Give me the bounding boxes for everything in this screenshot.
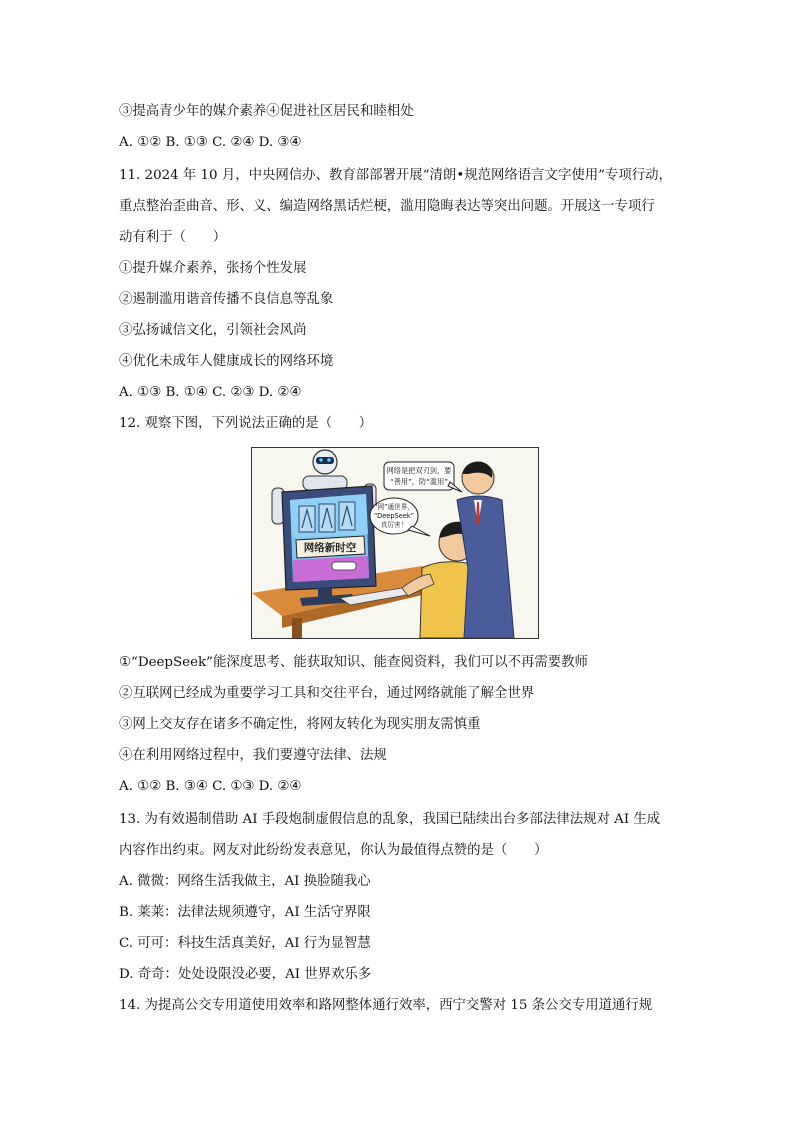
student-bubble-line3: 真厉害！ (380, 521, 408, 529)
q12-cartoon (251, 447, 539, 639)
q13-option-a: A. 微微：网络生活我做主，AI 换脸随我心 (119, 874, 371, 889)
screen-sign-text: 网络新时空 (303, 542, 357, 554)
q11-option-3: ③弘扬诚信文化，引领社会风尚 (119, 323, 307, 338)
q12-choices: A. ①② B. ③④ C. ①③ D. ②④ (119, 779, 302, 794)
q13-stem-line2: 内容作出约束。网友对此纷纷发表意见，你认为最值得点赞的是（ ） (119, 843, 548, 858)
teacher-bubble-line1: 网络是把双刃剑，要 (386, 466, 452, 475)
teacher-speech-bubble (384, 462, 462, 492)
student-bubble-line1: “网”通世界， (374, 503, 414, 511)
q14-stem-line1: 14. 为提高公交专用道使用效率和路网整体通行效率，西宁交警对 15 条公交专用道通行规 (119, 998, 653, 1013)
q11-choices: A. ①③ B. ①④ C. ②③ D. ②④ (119, 385, 302, 400)
q13-stem-line1: 13. 为有效遏制借助 AI 手段炮制虚假信息的乱象，我国已陆续出台多部法律法规对 AI 生成 (119, 812, 661, 827)
prev-choices: A. ①② B. ①③ C. ②④ D. ③④ (119, 135, 302, 150)
q11-stem-line2: 重点整治歪曲音、形、义、编造网络黑话烂梗，滥用隐晦表达等突出问题。开展这一专项行 (119, 199, 655, 214)
q13-option-d: D. 奇奇：处处设限没必要，AI 世界欢乐多 (119, 967, 372, 982)
teacher-bubble-line2: “善用”，防“滥用” (389, 477, 449, 486)
q11-option-4: ④优化未成年人健康成长的网络环境 (119, 354, 334, 369)
q13-option-b: B. 莱莱：法律法规须遵守，AI 生活守界限 (119, 905, 371, 920)
prev-options-line: ③提高青少年的媒介素养④促进社区居民和睦相处 (119, 104, 414, 119)
student-bubble-line2: “DeepSeek” (373, 512, 415, 520)
q12-stem: 12. 观察下图，下列说法正确的是（ ） (119, 416, 373, 431)
q12-option-3: ③网上交友存在诸多不确定性，将网友转化为现实朋友需慎重 (119, 717, 481, 732)
q13-option-c: C. 可可：科技生活真美好，AI 行为显智慧 (119, 936, 371, 951)
q12-option-1: ①“DeepSeek”能深度思考、能获取知识、能查阅资料，我们可以不再需要教师 (119, 655, 588, 670)
q11-stem-line1: 11. 2024 年 10 月，中央网信办、教育部部署开展“清朗•规范网络语言文字使用”专项行动， (119, 168, 672, 183)
q12-option-2: ②互联网已经成为重要学习工具和交往平台，通过网络就能了解全世界 (119, 686, 535, 701)
q11-stem-line3: 动有利于（ ） (119, 230, 227, 245)
q12-option-4: ④在利用网络过程中，我们要遵守法律、法规 (119, 748, 387, 763)
q11-option-1: ①提升媒介素养，张扬个性发展 (119, 261, 307, 276)
q11-option-2: ②遏制滥用谐音传播不良信息等乱象 (119, 292, 334, 307)
